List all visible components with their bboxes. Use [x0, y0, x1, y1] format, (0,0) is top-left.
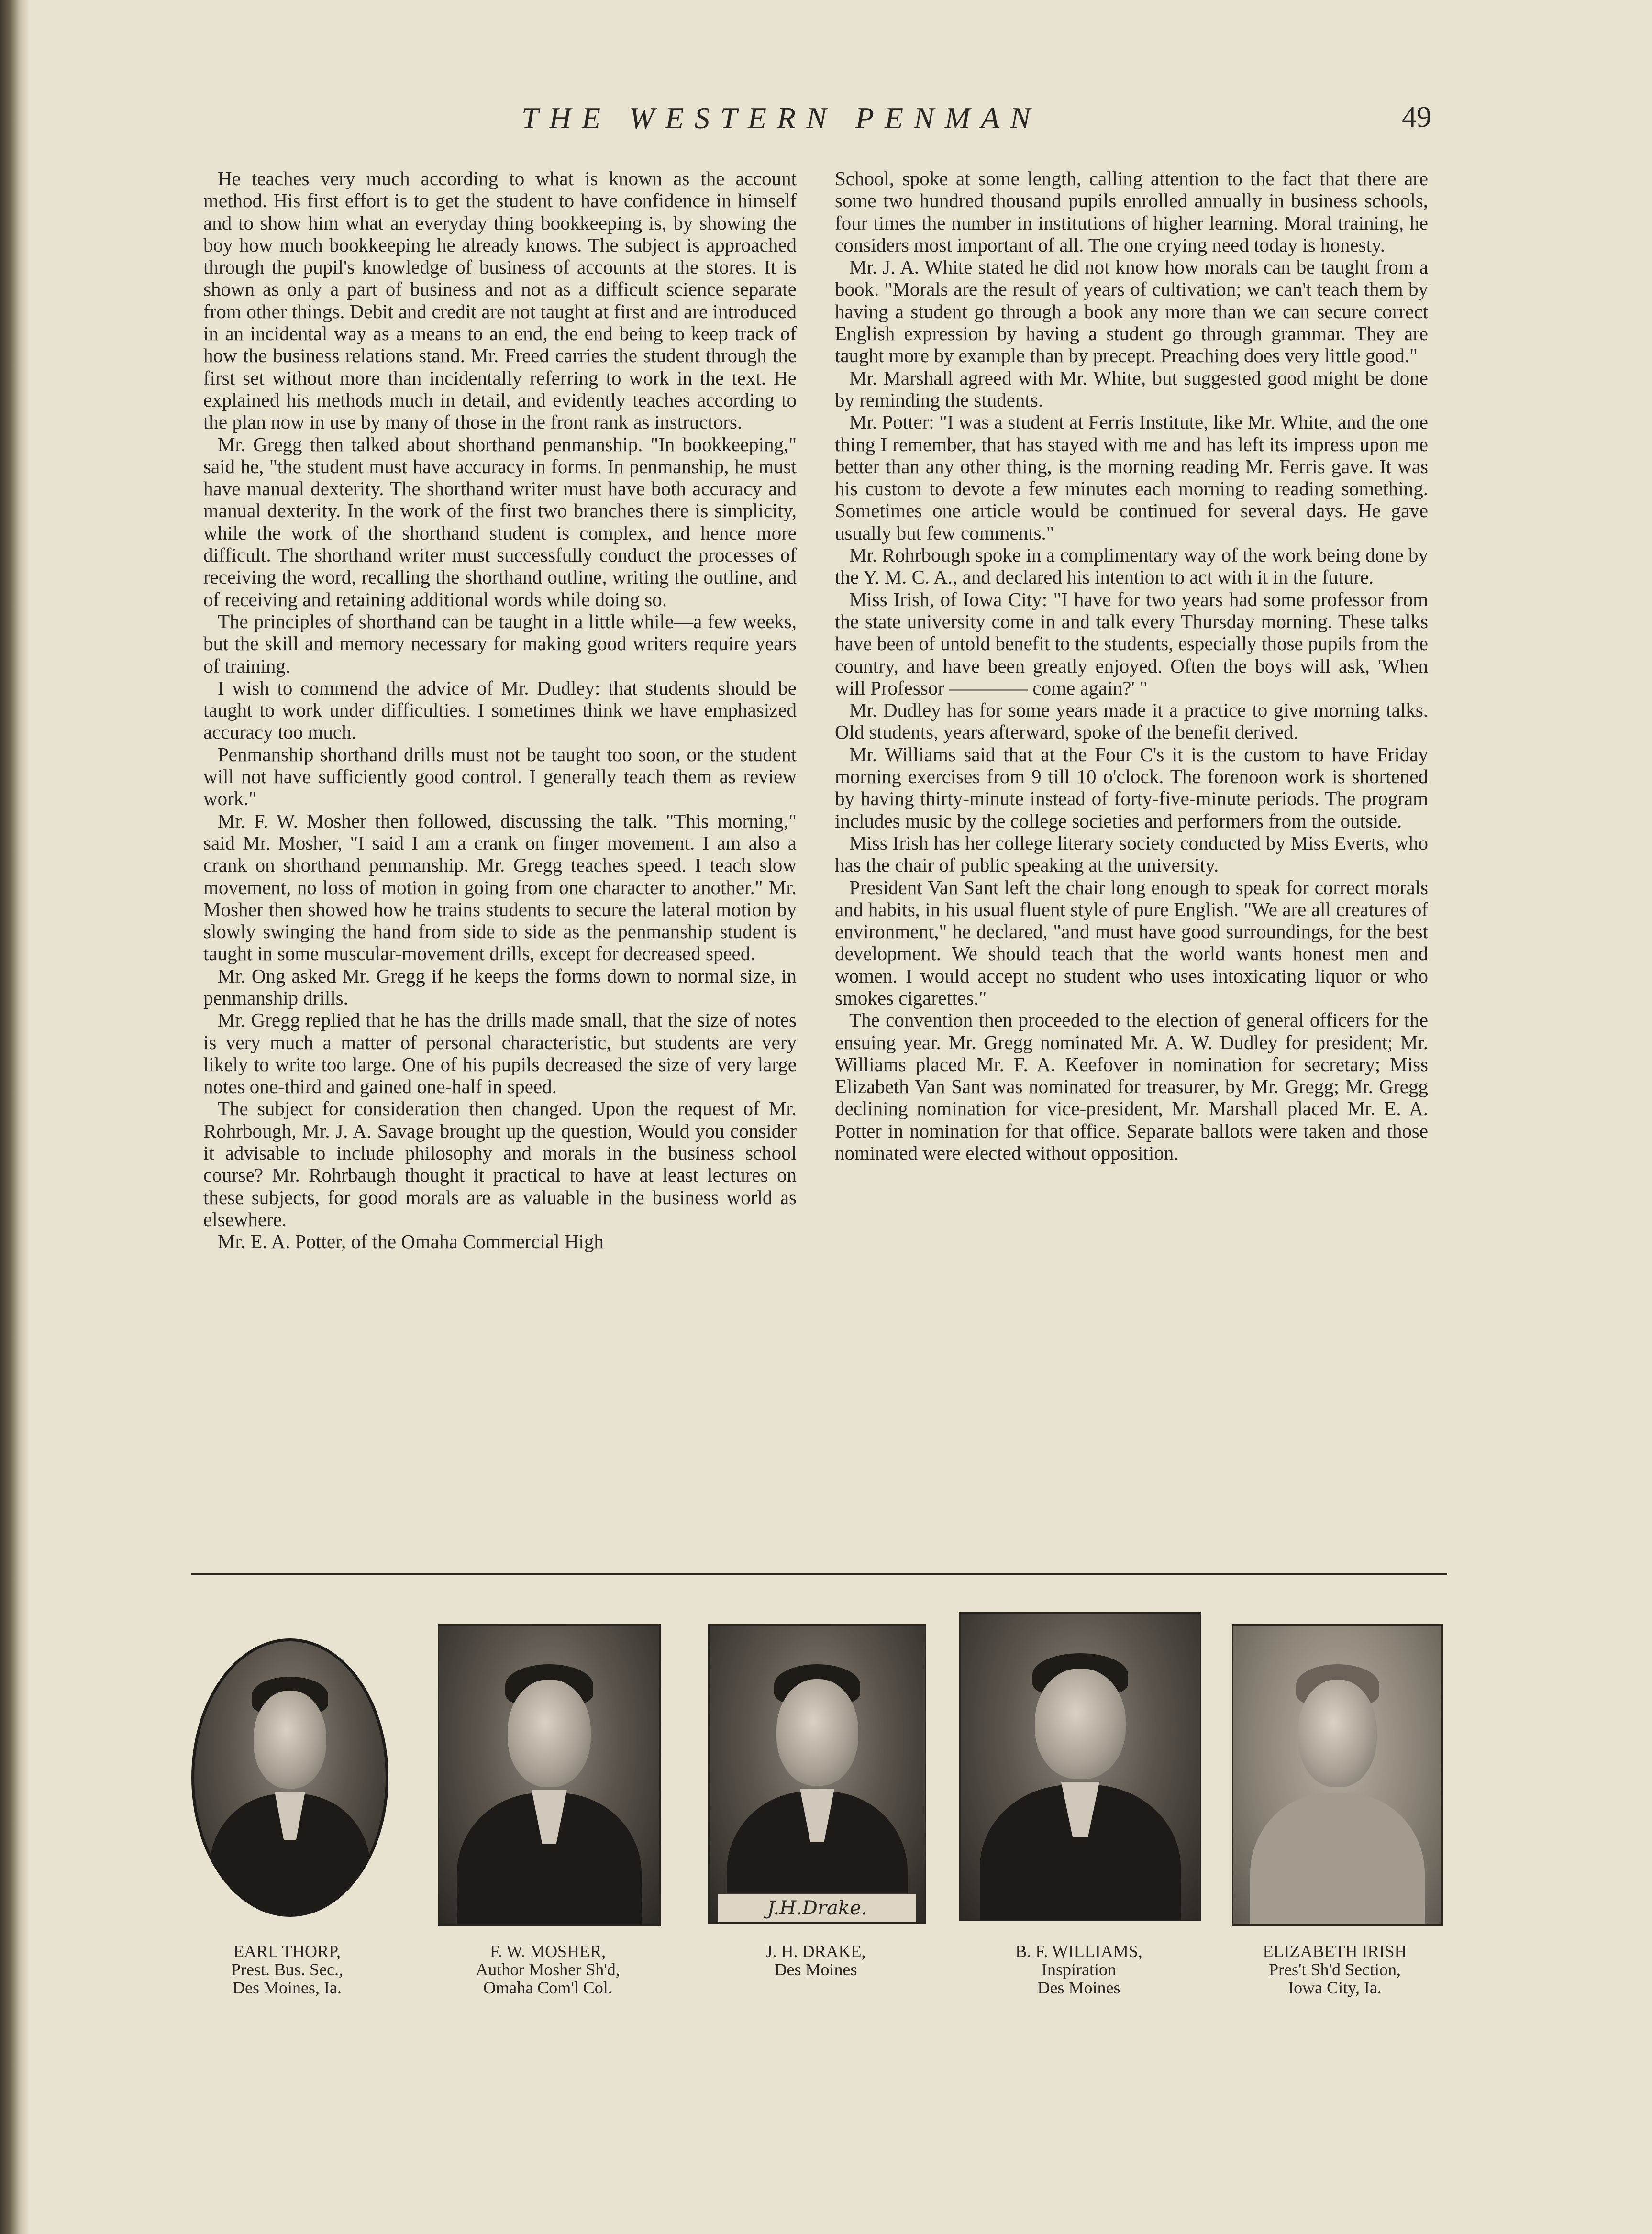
paragraph: Mr. Gregg replied that he has the drills made small, that the size of notes is very much a matter of personal characteristic, but students are very likely to write too large. One of his pupils decreased the size of very large notes one-third and gained one-half in speed. — [203, 1009, 797, 1098]
portrait-face — [254, 1691, 326, 1789]
portrait-dress — [1250, 1793, 1425, 1926]
signature-strip — [718, 1893, 916, 1922]
handwritten-signature: J.H.Drake. — [767, 1897, 867, 1919]
paragraph: Mr. Marshall agreed with Mr. White, but suggested good might be done by reminding the students. — [835, 366, 1428, 411]
caption-name: EARL THORP, — [233, 1942, 341, 1961]
paragraph: Mr. Ong asked Mr. Gregg if he keeps the forms down to normal size, in penmanship drills. — [203, 964, 797, 1009]
portrait-photo-b-f-williams — [959, 1612, 1201, 1921]
paragraph: Mr. Dudley has for some years made it a practice to give morning talks. Old students, years afterward, spoke of the benefit derived. — [835, 699, 1428, 743]
portrait-photo-f-w-mosher — [438, 1624, 661, 1926]
paragraph: Mr. F. W. Mosher then followed, discussing the talk. "This morning," said Mr. Mosher, "I said I am a crank on finger movement. I am also a crank on shorthand penmanship. Mr. Gregg teaches speed. I teach slow movement, no loss of motion in going from one character to another." Mr. Mosher then showed how he trains students to secure the lateral motion by slowly swinging the hand from side to side as the penmanship student is taught in some muscular-movement drills, except for decreased speed. — [203, 809, 797, 965]
caption-line: Prest. Bus. Sec., — [231, 1960, 343, 1979]
paragraph: Mr. J. A. White stated he did not know how morals can be taught from a book. "Morals are the result of years of cultivation; we can't teach them by having a student go through a book any more than we can secure correct English expression by having a student go through grammar. They are taught more by example than by precept. Preaching does very little good." — [835, 256, 1428, 367]
portrait-face — [508, 1680, 591, 1787]
paragraph: I wish to commend the advice of Mr. Dudley: that students should be taught to work under difficulties. I sometimes think we have emphasized accuracy too much. — [203, 676, 797, 743]
portrait-caption — [423, 1942, 672, 1997]
paragraph: Mr. Williams said that at the Four C's it is the custom to have Friday morning exercises from 9 till 10 o'clock. The forenoon work is shortened by having thirty-minute instead of forty-five-minute periods. The program includes music by the college societies and performers from the outside. — [835, 743, 1428, 832]
running-title: THE WESTERN PENMAN — [521, 101, 1041, 135]
page-binding-shadow — [0, 0, 29, 2234]
portrait-face — [1035, 1669, 1126, 1779]
paragraph: Mr. Rohrbough spoke in a complimentary way of the work being done by the Y. M. C. A., and declared his intention to act with it in the future. — [835, 544, 1428, 588]
portrait-caption — [691, 1942, 940, 1979]
paragraph: The principles of shorthand can be taught in a little while—a few weeks, but the skill and memory necessary for making good writers require years of training. — [203, 610, 797, 677]
paragraph: Miss Irish, of Iowa City: "I have for two years had some professor from the state university come in and talk every Thursday morning. These talks have been of untold benefit to the students, especially those pupils from the country, and have been greatly enjoyed. Often the boys will ask, 'When will Professor ———— come again?' " — [835, 588, 1428, 699]
portrait-photo-elizabeth-irish — [1232, 1624, 1443, 1926]
right-text-column — [835, 167, 1428, 1164]
page-header — [0, 100, 1652, 153]
portrait-photo-j-h-drake — [708, 1624, 926, 1924]
paragraph: Mr. Potter: "I was a student at Ferris Institute, like Mr. White, and the one thing I remember, that has stayed with me and has left its impress upon me better than any other thing, is the morning reading Mr. Ferris gave. It was his custom to devote a few minutes each morning to reading something. Sometimes one article would be continued for several days. He gave usually but few comments." — [835, 411, 1428, 544]
paragraph: School, spoke at some length, calling attention to the fact that there are some two hundred thousand pupils enrolled annually in business schools, four times the number in institutions of higher learning. Moral training, he considers most important of all. The one crying need today is honesty. — [835, 167, 1428, 256]
paragraph: Mr. E. A. Potter, of the Omaha Commercial High — [218, 1230, 604, 1253]
caption-line: Des Moines, Ia. — [233, 1978, 342, 1997]
portrait-face — [776, 1679, 858, 1786]
caption-name: F. W. MOSHER, — [489, 1942, 606, 1961]
portrait-caption — [163, 1942, 411, 1997]
paragraph: The convention then proceeded to the election of general officers for the ensuing year. Mr. Gregg nominated Mr. A. W. Dudley for president; Mr. Williams placed Mr. F. A. Keefover in nomination for secretary; Miss Elizabeth Van Sant was nominated for treasurer, by Mr. Gregg; Mr. Gregg declining nomination for vice-president, Mr. Marshall placed Mr. E. A. Potter in nomination for that office. Separate ballots were taken and those nominated were elected without opposition. — [835, 1009, 1428, 1164]
paragraph: He teaches very much according to what is known as the account method. His first effort is to get the student to have confidence in himself and to show him what an everyday thing bookkeeping is, by showing the boy how much bookkeeping he already knows. The subject is approached through the pupil's knowledge of business of accounts at the stores. It is shown as only a part of business and not as a difficult science separate from other things. Debit and credit are not taught at first and are introduced in an incidental way as a means to an end, the end being to keep track of how the business relations stand. Mr. Freed carries the student through the first set without more than incidentally referring to work in the text. He explained his methods much in detail, and evidently teaches according to the plan now in use by many of those in the front rank as instructors. — [203, 167, 797, 433]
section-divider — [191, 1573, 1447, 1575]
caption-line: Des Moines — [774, 1960, 857, 1979]
caption-line: Iowa City, Ia. — [1288, 1978, 1382, 1997]
portrait-caption — [1210, 1942, 1459, 1997]
portrait-photo-earl-thorp — [191, 1638, 388, 1917]
caption-line: Pres't Sh'd Section, — [1269, 1960, 1401, 1979]
caption-line: Author Mosher Sh'd, — [476, 1960, 620, 1979]
paragraph: The subject for consideration then changed. Upon the request of Mr. Rohrbough, Mr. J. A. Savage brought up the question, Would you consider it advisable to include philosophy and morals in the business school course? Mr. Rohrbaugh thought it practical to have at least lectures on these subjects, for good morals are as valuable in the business world as elsewhere. — [203, 1097, 797, 1230]
paragraph: Mr. Gregg then talked about shorthand penmanship. "In bookkeeping," said he, "the student must have accuracy in forms. In penmanship, he must have manual dexterity. The shorthand writer must have both accuracy and manual dexterity. In the work of the first two branches there is simplicity, while the work of the shorthand student is complex, and hence more difficult. The shorthand writer must successfully conduct the processes of receiving the word, recalling the shorthand outline, writing the outline, and of receiving and retaining additional words while doing so. — [203, 433, 797, 610]
portrait-caption — [954, 1942, 1203, 1997]
caption-name: ELIZABETH IRISH — [1263, 1942, 1407, 1961]
portrait-face — [1298, 1680, 1377, 1787]
caption-line: Des Moines — [1037, 1978, 1120, 1997]
caption-line: Omaha Com'l Col. — [483, 1978, 612, 1997]
caption-line: Inspiration — [1042, 1960, 1116, 1979]
paragraph: Miss Irish has her college literary society conducted by Miss Everts, who has the chair of public speaking at the university. — [835, 831, 1428, 876]
paragraph: President Van Sant left the chair long enough to speak for correct morals and habits, in his usual fluent style of pure English. "We are all creatures of environment," he declared, "and must have good surroundings, for the best development. We should teach that the world wants honest men and women. I would accept no student who uses intoxicating liquor or who smokes cigarettes." — [835, 876, 1428, 1009]
paragraph: Penmanship shorthand drills must not be taught too soon, or the student will not have sufficiently good control. I generally teach them as review work." — [203, 743, 797, 810]
caption-name: J. H. DRAKE, — [765, 1942, 866, 1961]
page-number: 49 — [1402, 101, 1431, 133]
caption-name: B. F. WILLIAMS, — [1015, 1942, 1142, 1961]
left-text-column — [203, 167, 797, 1253]
